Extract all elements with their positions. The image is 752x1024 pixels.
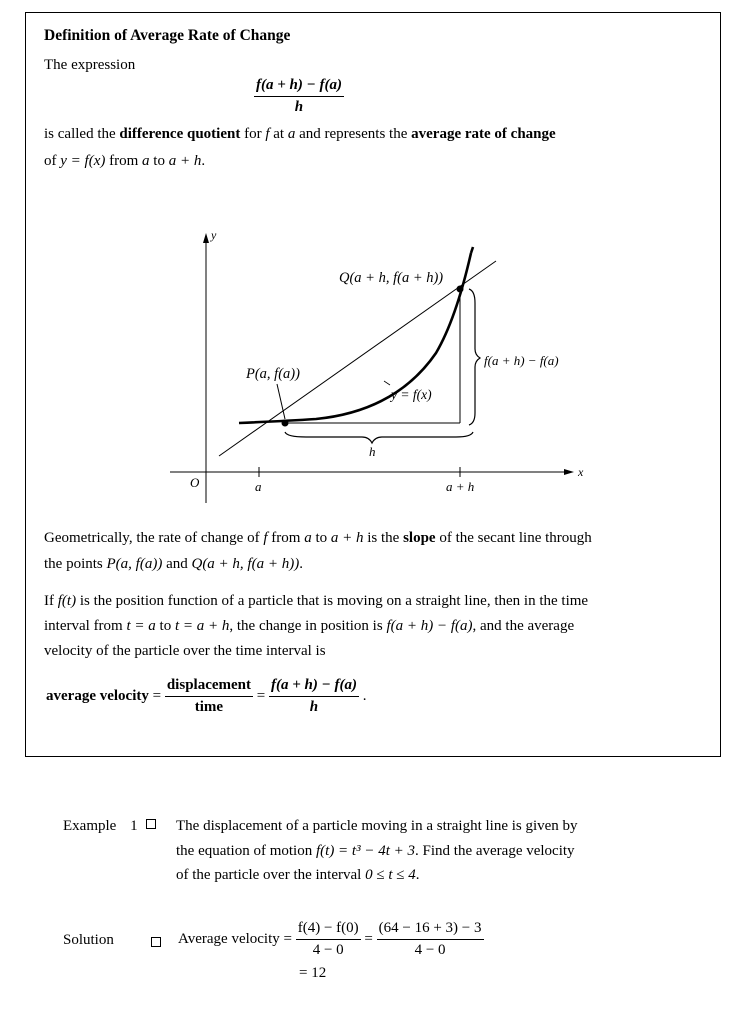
- rise-brace: [469, 289, 480, 425]
- term-slope: slope: [403, 530, 436, 546]
- dq2-denominator: h: [309, 699, 319, 715]
- square-bullet-icon: [146, 819, 156, 829]
- text: from: [267, 530, 305, 546]
- example-line-3: [176, 867, 419, 884]
- math-f: f: [263, 530, 268, 546]
- definition-title: Definition of Average Rate of Change: [44, 27, 291, 44]
- difference-quotient-fraction-2: [269, 677, 359, 716]
- text: to: [149, 153, 169, 169]
- math-t-eq-a-plus-h: t = a + h: [174, 618, 230, 634]
- rise-label: f(a + h) − f(a): [484, 353, 559, 368]
- h-label: h: [369, 444, 376, 459]
- y-axis-label: y: [211, 228, 217, 242]
- example-label: [63, 818, 156, 835]
- equals-sign: =: [283, 931, 292, 947]
- h-brace: [285, 432, 473, 443]
- definition-box: [25, 12, 721, 757]
- point-q: [457, 286, 464, 293]
- average-velocity-text: Average velocity: [178, 931, 280, 947]
- tick-a-label: a: [255, 479, 262, 494]
- displacement-label: displacement: [165, 677, 253, 697]
- equals-sign: =: [364, 931, 373, 947]
- equals-sign: =: [152, 688, 162, 704]
- text: , and the average: [472, 618, 575, 634]
- text: is the position function of a particle that is moving on a straight line, then in the time: [76, 593, 589, 609]
- example-line-1: The displacement of a particle moving in a straight line is given by: [176, 818, 578, 834]
- displacement-over-time: [165, 677, 253, 716]
- position-line-3: velocity of the particle over the time interval is: [44, 643, 326, 659]
- text: interval from: [44, 618, 127, 634]
- text: to: [155, 618, 175, 634]
- definition-called-line: [44, 126, 556, 143]
- geometric-line-1: [44, 530, 592, 547]
- text: .: [201, 153, 206, 169]
- point-p-label: P(a, f(a)): [246, 366, 300, 382]
- math-ft: f(t): [57, 593, 77, 609]
- curve-end: [471, 247, 473, 253]
- equals-sign: =: [256, 688, 266, 704]
- math-y-eq-fx: y = f(x): [60, 153, 106, 169]
- text: and: [162, 556, 192, 572]
- math-change: f(a + h) − f(a): [386, 618, 473, 634]
- text: . Find the average velocity: [415, 843, 575, 859]
- secant-line-figure: [166, 223, 586, 513]
- text: the points: [44, 556, 107, 572]
- math-a: a: [287, 126, 296, 142]
- text: of the secant line through: [435, 530, 592, 546]
- text: is called the: [44, 126, 120, 142]
- solution-label: Solution: [63, 932, 114, 948]
- curve-label: y = f(x): [391, 387, 432, 402]
- text: the equation of motion: [176, 843, 316, 859]
- text: , the change in position is: [229, 618, 387, 634]
- solution-formula: [178, 920, 484, 959]
- dq-numerator: f(a + h) − f(a): [254, 77, 344, 97]
- solution-num-2: (64 − 16 + 3) − 3: [377, 920, 484, 940]
- curve-label-leader: [384, 381, 390, 385]
- example-line-2: [176, 843, 575, 860]
- solution-fraction-1: [296, 920, 361, 959]
- math-t-eq-a: t = a: [126, 618, 156, 634]
- secant-line: [219, 261, 496, 456]
- math-interval: 0 ≤ t ≤ 4: [365, 867, 416, 883]
- example-number: 1: [130, 818, 138, 834]
- math-point-q: Q(a + h, f(a + h)): [191, 556, 300, 572]
- average-velocity-formula: [46, 677, 366, 716]
- x-axis-arrow-icon: [564, 469, 574, 475]
- square-bullet-icon: [151, 937, 161, 947]
- text: for: [240, 126, 266, 142]
- text: from: [105, 153, 143, 169]
- math-a-plus-h: a + h: [330, 530, 364, 546]
- position-line-2: [44, 618, 574, 635]
- text: of the particle over the interval: [176, 867, 366, 883]
- math-a: a: [304, 530, 312, 546]
- text: .: [299, 556, 303, 572]
- math-f: f: [265, 126, 270, 142]
- term-difference-quotient: difference quotient: [119, 126, 241, 142]
- dq2-numerator: f(a + h) − f(a): [269, 677, 359, 697]
- geometric-line-2: [44, 556, 303, 573]
- origin-label: O: [190, 475, 200, 490]
- text: and represents the: [295, 126, 412, 142]
- y-axis-arrow-icon: [203, 233, 209, 243]
- position-line-1: [44, 593, 588, 610]
- difference-quotient: [254, 77, 344, 116]
- text: .: [415, 867, 420, 883]
- solution-den-2: 4 − 0: [414, 942, 446, 958]
- definition-of-line: [44, 153, 205, 170]
- definition-intro: The expression: [44, 57, 136, 73]
- text: of: [44, 153, 61, 169]
- text: at: [269, 126, 288, 142]
- solution-num-1: f(4) − f(0): [296, 920, 361, 940]
- time-label: time: [194, 699, 224, 715]
- text: Geometrically, the rate of change of: [44, 530, 264, 546]
- difference-quotient-fraction: [254, 77, 344, 116]
- dq-denominator: h: [294, 99, 304, 115]
- point-p: [282, 420, 289, 427]
- math-a: a: [142, 153, 150, 169]
- point-q-label: Q(a + h, f(a + h)): [339, 270, 444, 286]
- text: to: [311, 530, 331, 546]
- average-velocity-label: average velocity: [46, 688, 149, 704]
- example-word: Example: [63, 818, 117, 834]
- solution-result: = 12: [299, 965, 327, 981]
- text: is the: [363, 530, 404, 546]
- tick-a-plus-h-label: a + h: [446, 479, 475, 494]
- math-point-p: P(a, f(a)): [106, 556, 163, 572]
- solution-fraction-2: [377, 920, 484, 959]
- term-average-rate-of-change: average rate of change: [411, 126, 556, 142]
- x-axis-label: x: [578, 465, 584, 479]
- solution-den-1: 4 − 0: [312, 942, 344, 958]
- period: .: [362, 688, 367, 704]
- math-a-plus-h: a + h: [168, 153, 202, 169]
- math-equation-of-motion: f(t) = t³ − 4t + 3: [315, 843, 416, 859]
- text: If: [44, 593, 58, 609]
